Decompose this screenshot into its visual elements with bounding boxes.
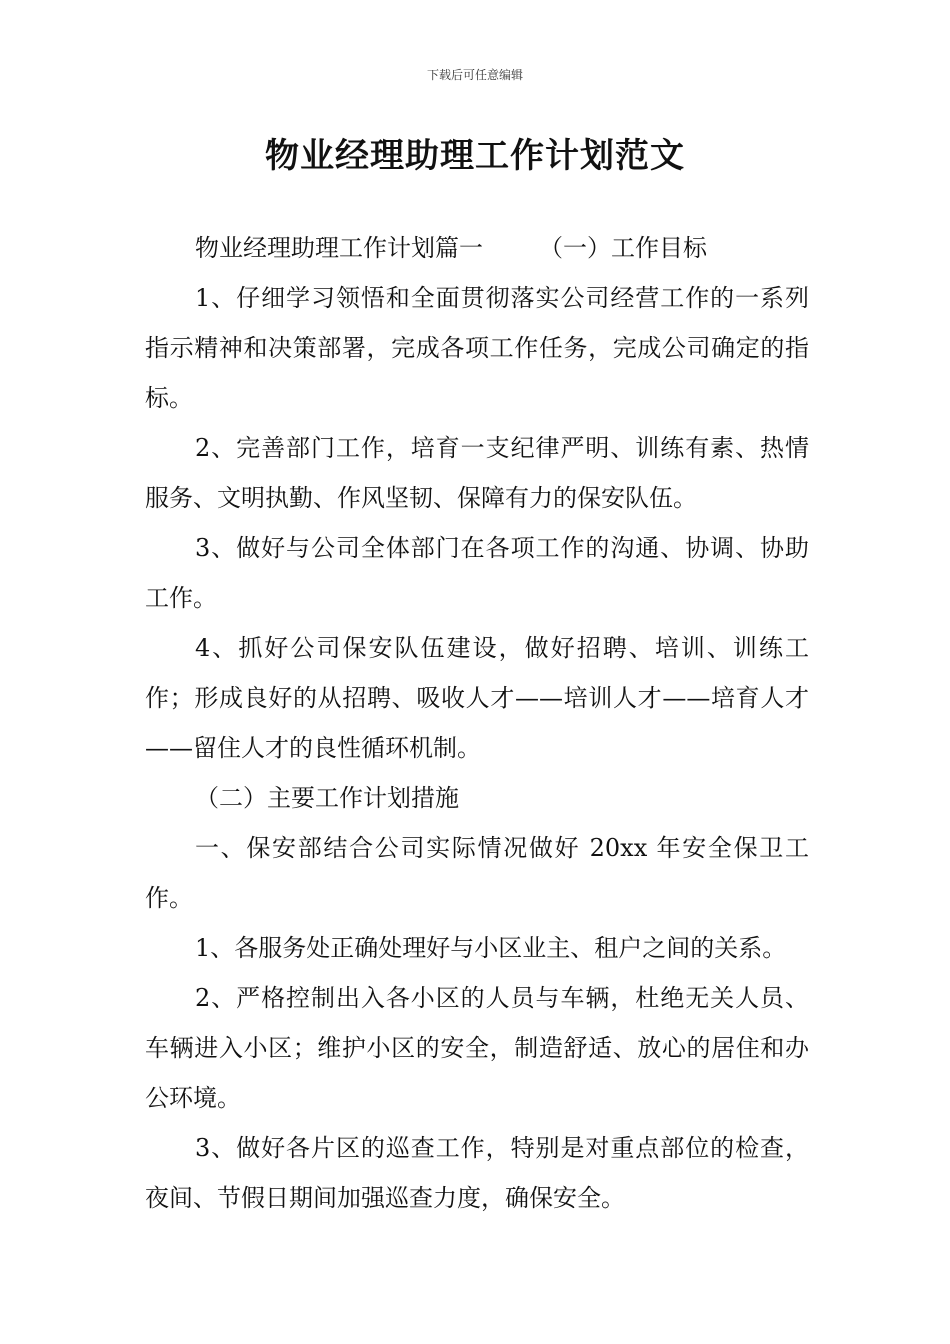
intro-part-1: 物业经理助理工作计划篇一	[195, 234, 483, 262]
intro-part-2: （一）工作目标	[539, 234, 707, 262]
paragraph-2: 2、完善部门工作，培育一支纪律严明、训练有素、热情服务、文明执勤、作风坚韧、保障有力的保安队伍。	[145, 434, 809, 512]
paragraph-6: 1、各服务处正确处理好与小区业主、租户之间的关系。	[195, 934, 787, 962]
document-title: 物业经理助理工作计划范文	[265, 136, 685, 176]
document-body	[145, 223, 809, 1223]
intro-paragraph	[145, 223, 809, 273]
paragraph-1: 1、仔细学习领悟和全面贯彻落实公司经营工作的一系列指示精神和决策部署，完成各项工作任务，完成公司确定的指标。	[145, 284, 809, 412]
paragraph-8: 3、做好各片区的巡查工作，特别是对重点部位的检查，夜间、节假日期间加强巡查力度，确保安全。	[145, 1134, 809, 1212]
paragraph-5: 一、保安部结合公司实际情况做好 20xx 年安全保卫工作。	[145, 834, 809, 912]
paragraph-7: 2、严格控制出入各小区的人员与车辆，杜绝无关人员、车辆进入小区；维护小区的安全，制造舒适、放心的居住和办公环境。	[145, 984, 809, 1112]
paragraph-3: 3、做好与公司全体部门在各项工作的沟通、协调、协助工作。	[145, 534, 809, 612]
header-note: 下载后可任意编辑	[426, 68, 523, 82]
paragraph-4: 4、抓好公司保安队伍建设，做好招聘、培训、训练工作；形成良好的从招聘、吸收人才——培训人才——培育人才——留住人才的良性循环机制。	[145, 634, 809, 762]
section-heading-2: （二）主要工作计划措施	[195, 784, 459, 812]
